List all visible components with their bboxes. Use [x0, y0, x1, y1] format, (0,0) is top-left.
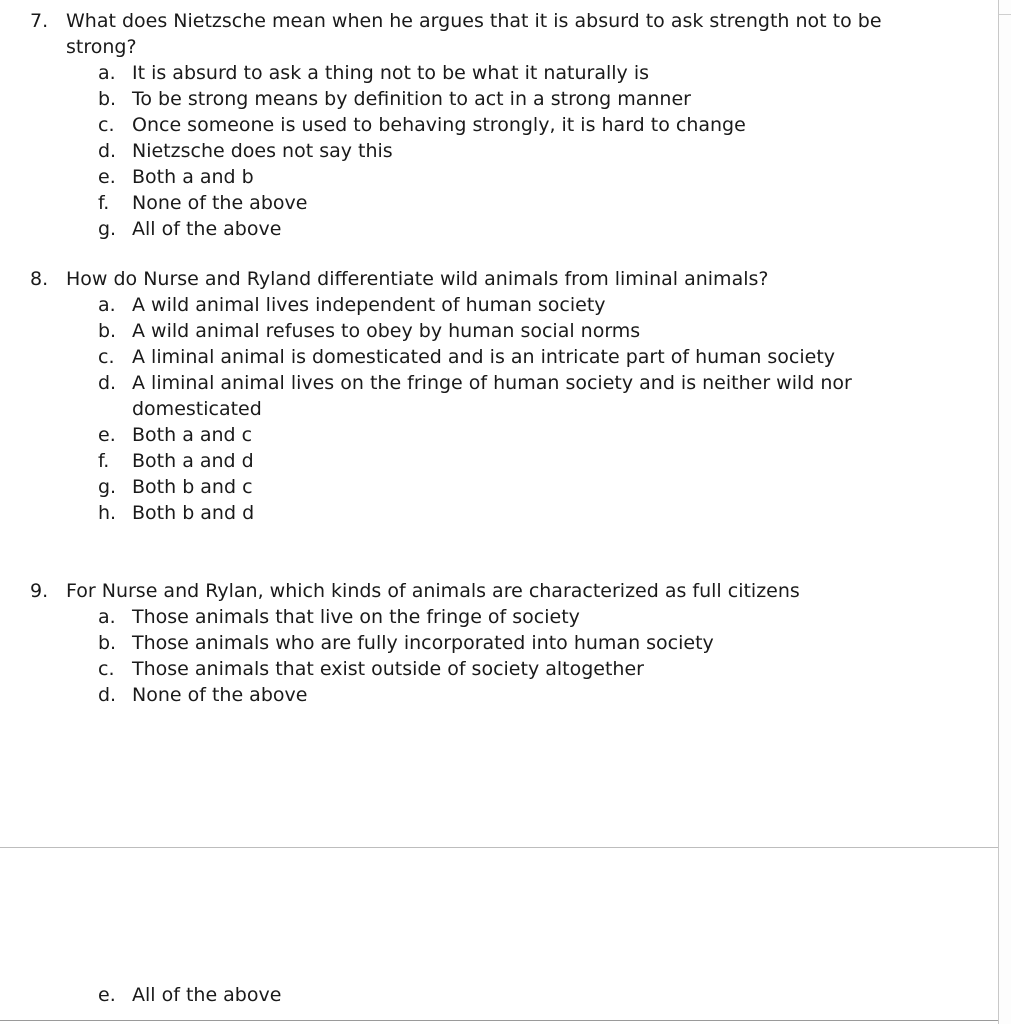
question-9: [30, 578, 896, 708]
answer-option: [98, 656, 896, 682]
option-text: Both b and d: [132, 502, 255, 524]
answer-option: [98, 292, 896, 318]
question-number: 7.: [30, 10, 49, 32]
answer-option: [98, 60, 896, 86]
option-letter: d.: [98, 372, 117, 394]
question-8: [30, 266, 896, 526]
answer-options: [30, 60, 896, 242]
option-text: All of the above: [132, 218, 282, 240]
option-letter: g.: [98, 218, 117, 240]
question-number: 9.: [30, 580, 49, 602]
option-letter: e.: [98, 424, 116, 446]
answer-options: [30, 292, 896, 526]
question-stem: [30, 578, 896, 604]
option-text: A wild animal lives independent of human society: [132, 294, 606, 316]
option-letter: a.: [98, 62, 116, 84]
option-text: Both b and c: [132, 476, 253, 498]
answer-option: [98, 112, 896, 138]
answer-option: [98, 138, 896, 164]
option-text: A liminal animal is domesticated and is an intricate part of human society: [132, 346, 836, 368]
option-letter: g.: [98, 476, 117, 498]
option-letter: b.: [98, 88, 117, 110]
option-letter: b.: [98, 320, 117, 342]
question-text: What does Nietzsche mean when he argues that it is absurd to ask strength not to be strong?: [66, 10, 882, 58]
answer-option: [98, 500, 896, 526]
question-number: 8.: [30, 268, 49, 290]
option-text: Both a and b: [132, 166, 254, 188]
option-text: Both a and d: [132, 450, 254, 472]
answer-option: [98, 164, 896, 190]
option-letter: e.: [98, 166, 116, 188]
page-break-divider: [0, 847, 998, 848]
question-stem: [30, 266, 896, 292]
answer-option: [98, 604, 896, 630]
answer-option: [98, 318, 896, 344]
option-letter: d.: [98, 140, 117, 162]
question-text: How do Nurse and Ryland differentiate wild animals from liminal animals?: [66, 268, 769, 290]
answer-option: [98, 216, 896, 242]
option-text: It is absurd to ask a thing not to be what it naturally is: [132, 62, 650, 84]
option-letter: a.: [98, 294, 116, 316]
answer-option: [98, 982, 862, 1008]
option-text: Nietzsche does not say this: [132, 140, 393, 162]
answer-option: [98, 630, 896, 656]
answer-option: [98, 422, 896, 448]
answer-options: [30, 604, 896, 708]
option-text: None of the above: [132, 192, 308, 214]
option-letter: a.: [98, 606, 116, 628]
option-text: A liminal animal lives on the fringe of human society and is neither wild nor domesticated: [132, 372, 852, 420]
option-text: Once someone is used to behaving strongly, it is hard to change: [132, 114, 746, 136]
option-text: All of the above: [132, 984, 282, 1006]
answer-option: [98, 682, 896, 708]
option-letter: d.: [98, 684, 117, 706]
option-letter: b.: [98, 632, 117, 654]
option-text: A wild animal refuses to obey by human social norms: [132, 320, 641, 342]
answer-option: [98, 448, 896, 474]
option-letter: f.: [98, 192, 110, 214]
bottom-divider: [0, 1020, 998, 1021]
option-letter: f.: [98, 450, 110, 472]
option-text: None of the above: [132, 684, 308, 706]
answer-option: [98, 344, 896, 370]
scrollbar-tick: [999, 14, 1011, 15]
question-7: [30, 8, 896, 242]
option-letter: e.: [98, 984, 116, 1006]
option-letter: h.: [98, 502, 117, 524]
answer-option: [98, 86, 896, 112]
option-letter: c.: [98, 114, 115, 136]
scrollbar-track[interactable]: [999, 0, 1011, 1024]
question-text: For Nurse and Rylan, which kinds of animals are characterized as full citizens: [66, 580, 800, 602]
option-letter: c.: [98, 658, 115, 680]
answer-option: [98, 474, 896, 500]
answer-option: [98, 190, 896, 216]
option-letter: c.: [98, 346, 115, 368]
continued-option-block: [30, 982, 862, 1008]
option-text: Those animals that exist outside of society altogether: [132, 658, 644, 680]
question-stem: [30, 8, 896, 60]
option-text: Those animals that live on the fringe of society: [132, 606, 580, 628]
option-text: To be strong means by definition to act in a strong manner: [132, 88, 691, 110]
option-text: Those animals who are fully incorporated into human society: [132, 632, 714, 654]
option-text: Both a and c: [132, 424, 253, 446]
answer-option: [98, 370, 896, 422]
